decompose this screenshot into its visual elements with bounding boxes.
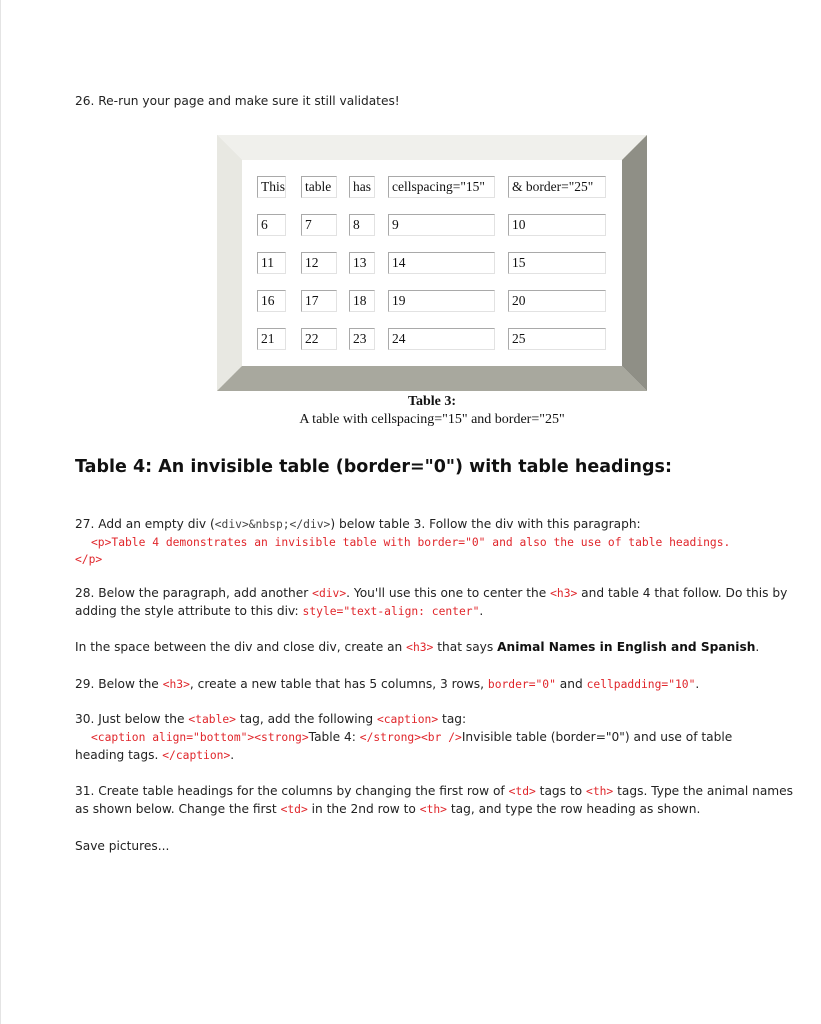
section-heading: Table 4: An invisible table (border="0") with table headings: xyxy=(75,457,672,477)
text: tags to xyxy=(535,784,587,798)
step27-code-line xyxy=(91,533,730,552)
step-28 xyxy=(75,584,787,603)
step27-code-line2 xyxy=(75,550,102,569)
text: 29. Below the xyxy=(75,677,163,691)
text: in the 2nd row to xyxy=(307,802,420,816)
table3-cell: has xyxy=(349,176,375,198)
text: as shown below. Change the first xyxy=(75,802,281,816)
text: Invisible table (border="0") and use of table xyxy=(461,730,733,744)
table3-caption-text: A table with cellspacing="15" and border="25" xyxy=(299,412,565,427)
code: border="0" xyxy=(487,678,556,691)
text: tag: xyxy=(438,712,467,726)
table3-cell: 13 xyxy=(349,252,375,274)
code: <td> xyxy=(280,803,308,816)
code: <td> xyxy=(508,785,536,798)
step-30-line2 xyxy=(91,728,732,747)
table3-cell: 12 xyxy=(301,252,337,274)
text: . You'll use this one to center the xyxy=(346,586,551,600)
code: <th> xyxy=(419,803,447,816)
table3-cell: 21 xyxy=(257,328,286,350)
table3-cell: 11 xyxy=(257,252,286,274)
step27-code: <div>&nbsp;</div> xyxy=(214,518,331,531)
code: <div> xyxy=(312,587,347,600)
code: <caption> xyxy=(376,713,439,726)
table3-cell: 24 xyxy=(388,328,495,350)
text: heading tags. xyxy=(75,748,163,762)
table3-cell: 16 xyxy=(257,290,286,312)
step27-code-close: </p> xyxy=(75,553,103,566)
table3-cell: table xyxy=(301,176,337,198)
table3-cell: & border="25" xyxy=(508,176,606,198)
text: In the space between the div and close div, create an xyxy=(75,640,407,654)
table3-cell: 22 xyxy=(301,328,337,350)
table3-caption-title: Table 3: xyxy=(407,394,457,409)
step27-code-text: <p>Table 4 demonstrates an invisible table with border="0" and also the use of table headings. xyxy=(91,536,731,549)
step-26: 26. Re-run your page and make sure it still validates! xyxy=(75,94,400,108)
step-31 xyxy=(75,782,793,801)
table3-cell: 25 xyxy=(508,328,606,350)
code: cellpadding="10" xyxy=(586,678,696,691)
bold-text: Animal Names in English and Spanish xyxy=(497,640,756,654)
step-30 xyxy=(75,710,466,729)
table3-cell: 20 xyxy=(508,290,606,312)
table3-cell: 15 xyxy=(508,252,606,274)
text: that says xyxy=(433,640,498,654)
step-31-line2 xyxy=(75,800,700,819)
text: tag, and type the row heading as shown. xyxy=(446,802,701,816)
text: , create a new table that has 5 columns, 3 rows, xyxy=(189,677,488,691)
table3-cell: 9 xyxy=(388,214,495,236)
text: 31. Create table headings for the columns by changing the first row of xyxy=(75,784,509,798)
table3-cell: 23 xyxy=(349,328,375,350)
table3-cell: 18 xyxy=(349,290,375,312)
table3-cell: 19 xyxy=(388,290,495,312)
text: 30. Just below the xyxy=(75,712,189,726)
code: </strong><br /> xyxy=(359,731,462,744)
table3-cell: 8 xyxy=(349,214,375,236)
step-27 xyxy=(75,515,641,534)
text: 28. Below the paragraph, add another xyxy=(75,586,313,600)
code: </caption> xyxy=(162,749,231,762)
code: <th> xyxy=(586,785,614,798)
text: tag, add the following xyxy=(235,712,377,726)
text: tags. Type the animal names xyxy=(613,784,794,798)
step-29 xyxy=(75,675,699,694)
code: <h3> xyxy=(162,678,190,691)
code: <caption align="bottom"><strong> xyxy=(91,731,309,744)
step-28b xyxy=(75,638,759,657)
text: . xyxy=(695,677,700,691)
table3-cell: 7 xyxy=(301,214,337,236)
table3-cell: 6 xyxy=(257,214,286,236)
text: . xyxy=(230,748,235,762)
text: adding the style attribute to this div: xyxy=(75,604,303,618)
step-28-line2 xyxy=(75,602,483,621)
text: . xyxy=(479,604,484,618)
step27-suffix: ) below table 3. Follow the div with this paragraph: xyxy=(330,517,641,531)
step-30-line3 xyxy=(75,746,234,765)
text: and table 4 that follow. Do this by xyxy=(577,586,788,600)
table3-cell: This xyxy=(257,176,286,198)
text: Table 4: xyxy=(308,730,360,744)
table3-cell: cellspacing="15" xyxy=(388,176,495,198)
code: <table> xyxy=(188,713,236,726)
save-pictures-note: Save pictures... xyxy=(75,839,170,853)
table3-cell: 17 xyxy=(301,290,337,312)
text: and xyxy=(555,677,587,691)
step27-prefix: 27. Add an empty div ( xyxy=(75,517,215,531)
table3-cell: 10 xyxy=(508,214,606,236)
code: style="text-align: center" xyxy=(302,605,480,618)
table3-cell: 14 xyxy=(388,252,495,274)
code: <h3> xyxy=(550,587,578,600)
text: . xyxy=(755,640,760,654)
code: <h3> xyxy=(406,641,434,654)
